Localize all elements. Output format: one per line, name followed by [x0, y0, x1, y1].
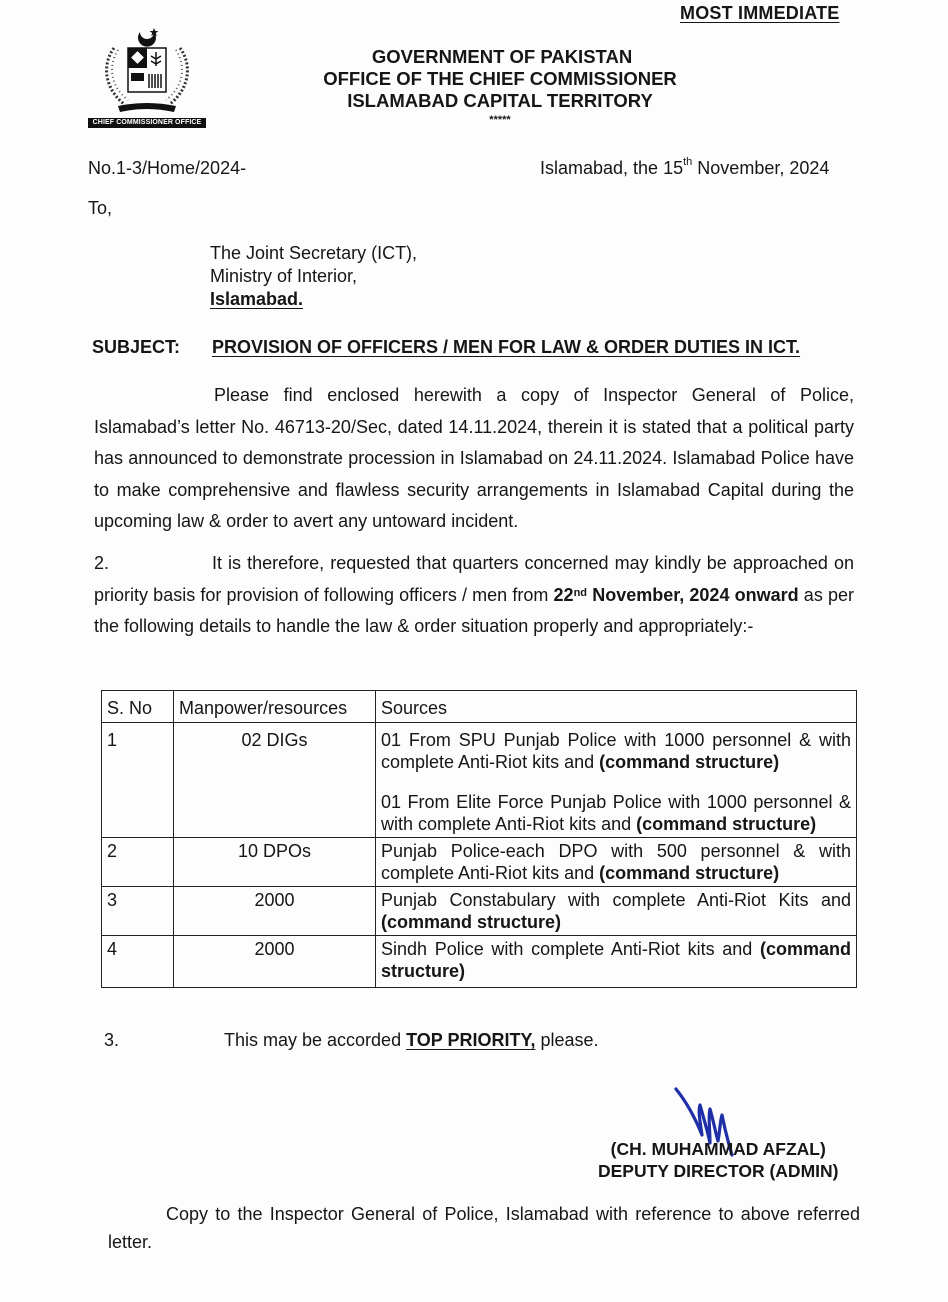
source-bold: (command structure) — [599, 863, 780, 883]
addressee-line: The Joint Secretary (ICT), — [210, 243, 418, 263]
date-ordinal: th — [683, 156, 693, 168]
table-header-row — [102, 691, 857, 723]
cell-sno: 1 — [102, 723, 174, 838]
cell-sno: 4 — [102, 936, 174, 988]
table-row — [102, 723, 857, 838]
source-text: 01 From Elite Force Punjab Police with 1000 personnel & with complete Anti-Riot kits and — [381, 792, 851, 834]
paragraph-text: as per the following details to handle the law & order situation properly and appropriately:- — [94, 584, 855, 636]
source-text: 01 From SPU Punjab Police with 1000 personnel & with complete Anti-Riot kits and — [381, 730, 851, 772]
cell-sources — [376, 936, 857, 988]
letter-date — [540, 158, 829, 179]
bold-date-rest: November, 2024 onward — [587, 584, 799, 605]
copy-to-text: Copy to the Inspector General of Police, Islamabad with reference to above referred letter. — [108, 1204, 860, 1252]
table-row — [102, 887, 857, 936]
source-bold: (command structure) — [381, 939, 851, 981]
to-label: To, — [88, 198, 113, 218]
paragraph-text: It is therefore, requested that quarters concerned may kindly be approached on priority basis for provision of following officers / men from — [94, 553, 854, 605]
paragraph-text: This may be accorded — [224, 1030, 407, 1050]
copy-to-note — [108, 1200, 860, 1256]
addressee-city: Islamabad. — [210, 289, 304, 309]
paragraph-3 — [104, 1030, 599, 1051]
paragraph-text: please. — [535, 1030, 599, 1050]
priority-label: MOST IMMEDIATE — [680, 3, 840, 23]
source-bold: (command structure) — [381, 912, 562, 932]
table-row — [102, 838, 857, 887]
emblem-caption: CHIEF COMMISSIONER OFFICE — [88, 118, 206, 128]
state-emblem-icon — [96, 26, 198, 116]
emblem — [88, 26, 206, 130]
letterhead-separator: ***** — [489, 114, 511, 126]
reference-number: No.1-3/Home/2024- — [88, 158, 247, 178]
cell-sources — [376, 887, 857, 936]
subject-text: PROVISION OF OFFICERS / MEN FOR LAW & ORDER DUTIES IN ICT. — [212, 337, 801, 357]
date-suffix: November, 2024 — [692, 158, 830, 178]
date-prefix: Islamabad, the 15 — [540, 158, 684, 178]
addressee-line: Ministry of Interior, — [210, 266, 358, 286]
paragraph-number: 2. — [94, 553, 110, 573]
cell-sno: 2 — [102, 838, 174, 887]
subject-line — [92, 337, 800, 358]
letterhead-territory: ISLAMABAD CAPITAL TERRITORY — [347, 90, 653, 111]
resources-table — [101, 690, 857, 988]
top-priority-emphasis: TOP PRIORITY, — [406, 1030, 536, 1050]
cell-sno: 3 — [102, 887, 174, 936]
column-header-sources: Sources — [376, 691, 857, 723]
source-text: Sindh Police with complete Anti-Riot kits and — [381, 939, 760, 959]
source-bold: (command structure) — [599, 752, 780, 772]
cell-manpower: 2000 — [174, 887, 376, 936]
paragraph-1: Please find enclosed herewith a copy of Inspector General of Police, Islamabad’s letter No. 46713-20/Sec, dated 14.11.2024, therein it is stated that a political party has announced to demonstrate procession in Islamabad on 24.11.2024. Islamabad Police have to make comprehensive and flawless security arrangements in Islamabad Capital during the upcoming law & order to avert any untoward incident. — [94, 385, 854, 531]
cell-manpower: 10 DPOs — [174, 838, 376, 887]
signatory-name: (CH. MUHAMMAD AFZAL) — [610, 1139, 826, 1159]
signatory-block — [598, 1138, 838, 1182]
letterhead — [300, 46, 700, 126]
source-entry — [381, 791, 851, 835]
table-row — [102, 936, 857, 988]
cell-sources — [376, 723, 857, 838]
source-text: Punjab Police-each DPO with 500 personnel & with complete Anti-Riot kits and — [381, 841, 851, 883]
letterhead-government: GOVERNMENT OF PAKISTAN — [371, 46, 633, 67]
signatory-designation: DEPUTY DIRECTOR (ADMIN) — [598, 1161, 839, 1181]
addressee — [210, 242, 417, 311]
source-bold: (command structure) — [636, 814, 817, 834]
cell-manpower: 02 DIGs — [174, 723, 376, 838]
cell-manpower: 2000 — [174, 936, 376, 988]
bold-date-day: 22 — [553, 584, 574, 605]
source-text: Punjab Constabulary with complete Anti-Riot Kits and — [381, 890, 851, 910]
paragraph-2 — [94, 548, 854, 643]
source-entry — [381, 729, 851, 773]
paragraph-number: 3. — [104, 1030, 120, 1050]
cell-sources — [376, 838, 857, 887]
subject-label: SUBJECT: — [92, 337, 181, 357]
letterhead-office: OFFICE OF THE CHIEF COMMISSIONER — [323, 68, 677, 89]
column-header-manpower: Manpower/resources — [174, 691, 376, 723]
bold-date-ordinal: nd — [573, 586, 588, 599]
column-header-sno: S. No — [102, 691, 174, 723]
